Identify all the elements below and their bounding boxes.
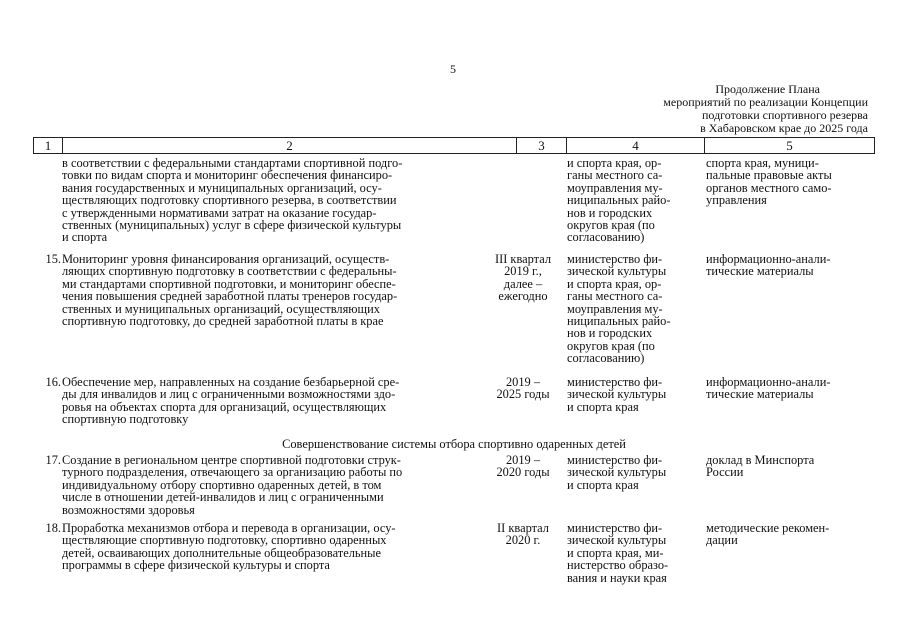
responsible-cell	[567, 522, 703, 584]
header-cell: 2	[62, 138, 516, 153]
cell-line: детей, осваивающих дополнительные общеобразовательные	[62, 545, 382, 560]
activity-cell	[62, 253, 509, 327]
result-cell	[706, 157, 866, 207]
deadline-cell	[487, 376, 559, 401]
cell-line: турного подразделения, отвечающего за организацию работы по	[62, 465, 403, 480]
continuation-title	[600, 83, 868, 135]
cell-line: Проработка механизмов отбора и перевода в организации, осу-	[62, 521, 396, 535]
section-heading: Совершенствование системы отбора спортивно одаренных детей	[282, 437, 626, 451]
cell-line: товки по видам спорта и мониторинг обеспечения финансиро-	[62, 168, 393, 183]
header-cell: 1	[44, 138, 52, 153]
cell-line: ми стандартами спортивной подготовки, и мониторинг обеспе-	[62, 276, 396, 291]
table-header	[33, 137, 875, 154]
cell-line: нистерство образо-	[567, 558, 669, 573]
cell-line: информационно-анали-	[706, 375, 831, 389]
cell-line: вания государственных и муниципальных организаций, осу-	[62, 180, 382, 195]
cell-line: спортивную подготовку, до средней заработной платы в крае	[62, 314, 384, 329]
header-cell: 3	[516, 138, 566, 153]
cell-line: ниципальных райо-	[567, 193, 671, 208]
cell-line: моуправления му-	[567, 180, 663, 195]
cell-line: согласованию)	[567, 351, 645, 366]
continuation-title-line: в Хабаровском крае до 2025 года	[700, 121, 868, 135]
cell-line: министерство фи-	[567, 375, 663, 389]
cell-line: пальные правовые акты	[706, 168, 832, 183]
cell-line: и спорта	[62, 230, 108, 245]
cell-line: зической культуры	[567, 465, 667, 480]
cell-line: и спорта края	[567, 477, 639, 492]
cell-line: дации	[706, 533, 738, 548]
activity-cell	[62, 522, 509, 572]
cell-line: округов края (по	[567, 218, 655, 233]
cell-line: Обеспечение мер, направленных на создание безбарьерной сре-	[62, 375, 400, 389]
cell-line: ществляющие спортивную подготовку, спортивно одаренных	[62, 533, 387, 548]
cell-line: ды для инвалидов и лиц с ограниченными возможностями здо-	[62, 387, 396, 402]
cell-line: министерство фи-	[567, 252, 663, 266]
cell-line: с утвержденными нормативами затрат на оказание государ-	[62, 205, 377, 220]
cell-line: и спорта края	[567, 399, 639, 414]
deadline-cell	[487, 454, 559, 479]
cell-line: ляющих спортивную подготовку в соответствии с федеральны-	[62, 264, 397, 279]
cell-line: ганы местного са-	[567, 289, 663, 304]
cell-line: согласованию)	[567, 230, 645, 245]
result-cell	[706, 522, 866, 547]
cell-line: возможностями здоровья	[62, 502, 195, 517]
cell-line: спортивную подготовку	[62, 412, 189, 427]
cell-line: Создание в региональном центре спортивной подготовки струк-	[62, 453, 401, 467]
cell-line: III квартал	[494, 252, 552, 266]
activity-cell	[62, 454, 509, 516]
cell-line: ежегодно	[498, 289, 548, 304]
header-cell: 4	[566, 138, 704, 153]
row-number: 15.	[45, 252, 61, 266]
deadline-cell	[487, 253, 559, 303]
cell-line: ниципальных райо-	[567, 314, 671, 329]
cell-line: индивидуальному отбору спортивно одаренных детей, в том	[62, 477, 382, 492]
continuation-title-line: мероприятий по реализации Концепции	[663, 95, 868, 109]
cell-line: 2020 г.	[505, 533, 541, 548]
row-number: 18.	[45, 521, 61, 535]
cell-line: ганы местного са-	[567, 168, 663, 183]
cell-line: России	[706, 465, 744, 480]
responsible-cell	[567, 157, 703, 244]
cell-line: спорта края, муници-	[706, 156, 819, 170]
cell-line: ществляющих подготовку спортивного резерва, в соответствии	[62, 193, 397, 208]
cell-line: информационно-анали-	[706, 252, 831, 266]
cell-line: далее –	[503, 276, 543, 291]
cell-line: 2019 –	[505, 375, 541, 389]
cell-line: и спорта края, ор-	[567, 276, 662, 291]
cell-line: управления	[706, 193, 767, 208]
cell-line: программы в сфере физической культуры и спорта	[62, 558, 330, 573]
cell-line: округов края (по	[567, 338, 655, 353]
activity-cell	[62, 157, 509, 244]
cell-line: и спорта края, ор-	[567, 156, 662, 170]
cell-line: 2025 годы	[496, 387, 550, 402]
result-cell	[706, 454, 866, 479]
cell-line: числе в отношении детей-инвалидов и лиц с ограниченными	[62, 490, 384, 505]
result-cell	[706, 376, 866, 401]
cell-line: ственных и муниципальных организаций, осуществляющих	[62, 301, 380, 316]
cell-line: органов местного само-	[706, 180, 832, 195]
cell-line: тические материалы	[706, 264, 814, 279]
cell-line: методические рекомен-	[706, 521, 830, 535]
cell-line: 2020 годы	[496, 465, 550, 480]
cell-line: зической культуры	[567, 533, 667, 548]
cell-line: нов и городских	[567, 205, 653, 220]
cell-line: тические материалы	[706, 387, 814, 402]
cell-line: 2019 –	[505, 453, 541, 467]
row-number: 17.	[45, 453, 61, 467]
header-cell: 5	[704, 138, 874, 153]
deadline-cell	[487, 522, 559, 547]
cell-line: нов и городских	[567, 326, 653, 341]
cell-line: зической культуры	[567, 264, 667, 279]
page-number: 5	[450, 62, 456, 76]
cell-line: и спорта края, ми-	[567, 545, 664, 560]
cell-line: моуправления му-	[567, 301, 663, 316]
row-number: 16.	[45, 375, 61, 389]
responsible-cell	[567, 253, 703, 365]
cell-line: министерство фи-	[567, 453, 663, 467]
result-cell	[706, 253, 866, 278]
cell-line: II квартал	[497, 521, 549, 535]
cell-line: в соответствии с федеральными стандартами спортивной подго-	[62, 156, 403, 170]
responsible-cell	[567, 376, 703, 413]
responsible-cell	[567, 454, 703, 491]
cell-line: Мониторинг уровня финансирования организаций, осуществ-	[62, 252, 390, 266]
cell-line: чения повышения средней заработной платы тренеров государ-	[62, 289, 398, 304]
activity-cell	[62, 376, 509, 426]
cell-line: 2019 г.,	[504, 264, 542, 279]
continuation-title-line: Продолжение Плана	[715, 82, 820, 96]
cell-line: ровья на объектах спорта для организаций, осуществляющих	[62, 399, 387, 414]
cell-line: доклад в Минспорта	[706, 453, 815, 467]
continuation-title-line: подготовки спортивного резерва	[702, 108, 868, 122]
cell-line: вания и науки края	[567, 570, 667, 585]
cell-line: ственных (муниципальных) услуг в сфере физической культуры	[62, 218, 402, 233]
cell-line: министерство фи-	[567, 521, 663, 535]
cell-line: зической культуры	[567, 387, 667, 402]
